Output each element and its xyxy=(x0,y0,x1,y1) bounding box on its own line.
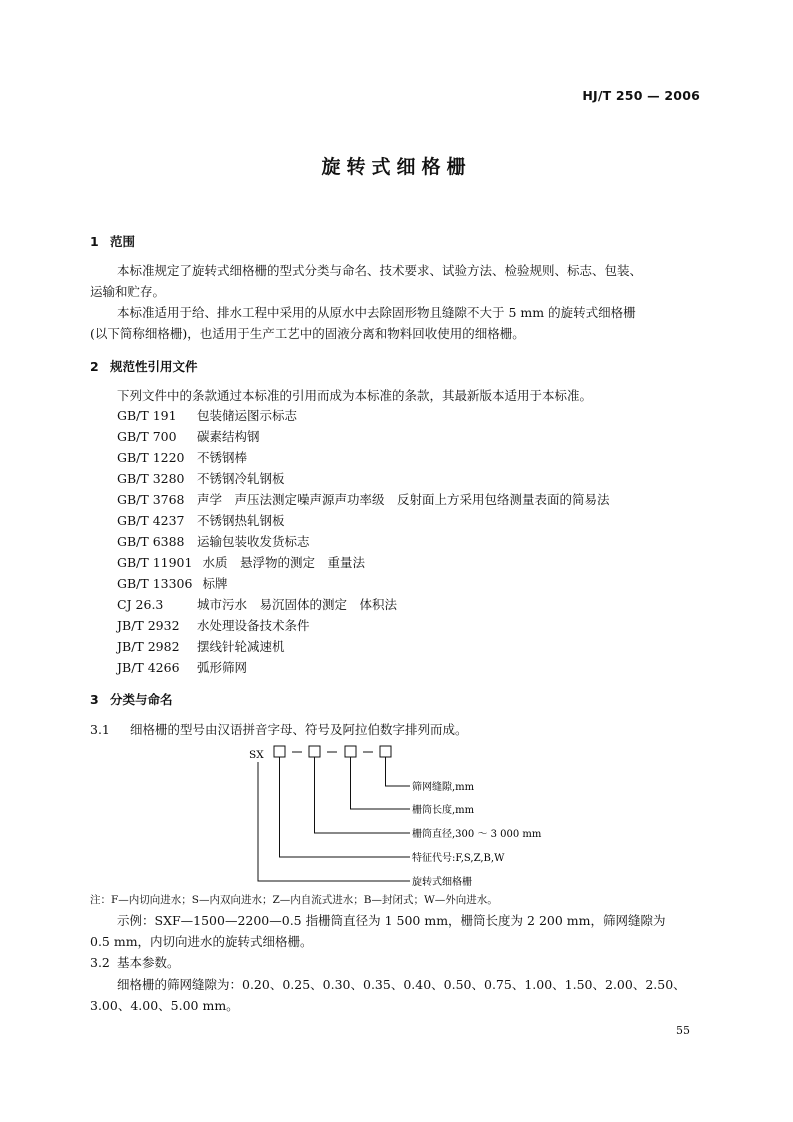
subsection-number: 3.2 xyxy=(90,955,110,970)
placeholder-box-gap xyxy=(380,746,391,757)
reference-code: CJ 26.3 xyxy=(117,597,164,612)
reference-title: 不锈钢棒 xyxy=(197,450,248,465)
reference-code: GB/T 191 xyxy=(117,408,177,423)
section-number: 2 xyxy=(90,359,99,374)
diagram-label-length: 栅筒长度,mm xyxy=(412,805,475,816)
page-number: 55 xyxy=(676,1024,690,1037)
reference-title: 水质 悬浮物的测定 重量法 xyxy=(202,555,365,570)
leader-line-diameter xyxy=(315,757,411,833)
example-line: 0.5 mm，内切向进水的旋转式细格栅。 xyxy=(90,934,313,949)
subsection-number: 3.1 xyxy=(90,722,110,737)
section-number: 1 xyxy=(90,234,99,249)
paragraph-line: (以下简称细格栅)，也适用于生产工艺中的固液分离和物料回收使用的细格栅。 xyxy=(90,326,525,341)
reference-code: GB/T 13306 xyxy=(117,576,193,591)
reference-title: 弧形筛网 xyxy=(197,660,248,675)
reference-title: 水处理设备技术条件 xyxy=(197,618,310,633)
diagram-label-diameter: 栅筒直径,300 ～ 3 000 mm xyxy=(412,829,542,840)
subsection-heading: 基本参数。 xyxy=(117,955,180,970)
paragraph-line: 3.00、4.00、5.00 mm。 xyxy=(90,998,239,1013)
reference-code: JB/T 2932 xyxy=(117,618,180,633)
paragraph-line: 本标准规定了旋转式细格栅的型式分类与命名、技术要求、试验方法、检验规则、标志、包装、 xyxy=(117,263,643,278)
diagram-note: 注：F—内切向进水；S—内双向进水；Z—内自流式进水；B—封闭式；W—外向进水。 xyxy=(90,894,498,906)
leader-line-feature xyxy=(280,757,411,857)
page-title: 旋转式细格栅 xyxy=(321,156,472,178)
reference-title: 碳素结构钢 xyxy=(197,429,260,444)
reference-code: GB/T 700 xyxy=(117,429,177,444)
leader-line-length xyxy=(351,757,411,809)
reference-title: 包装储运图示标志 xyxy=(197,408,298,423)
diagram-label-feature: 特征代号:F,S,Z,B,W xyxy=(412,853,505,864)
reference-title: 摆线针轮减速机 xyxy=(197,639,285,654)
reference-code: JB/T 4266 xyxy=(117,660,180,675)
example-line: 示例：SXF—1500—2200—0.5 指栅筒直径为 1 500 mm，栅筒长度为 2 200 mm，筛网缝隙为 xyxy=(117,913,666,928)
section-title: 规范性引用文件 xyxy=(110,359,198,374)
subsection-3-2 xyxy=(90,952,180,973)
reference-title: 城市污水 易沉固体的测定 体积法 xyxy=(197,597,398,612)
paragraph-line: 下列文件中的条款通过本标准的引用而成为本标准的条款，其最新版本适用于本标准。 xyxy=(117,388,593,403)
placeholder-box-diameter xyxy=(309,746,320,757)
reference-code: GB/T 6388 xyxy=(117,534,185,549)
section-title: 分类与命名 xyxy=(110,692,173,707)
reference-code: JB/T 2982 xyxy=(117,639,180,654)
paragraph-line: 细格栅的筛网缝隙为：0.20、0.25、0.30、0.35、0.40、0.50、0.75、1.00、1.50、2.00、2.50、 xyxy=(117,977,686,992)
diagram-label-gap: 筛网缝隙,mm xyxy=(412,782,475,793)
section-number: 3 xyxy=(90,692,99,707)
reference-code: GB/T 11901 xyxy=(117,555,193,570)
reference-title: 不锈钢冷轧钢板 xyxy=(197,471,285,486)
model-prefix: SX xyxy=(249,749,264,761)
reference-code: GB/T 1220 xyxy=(117,450,185,465)
reference-code: GB/T 3768 xyxy=(117,492,185,507)
leader-line-gap xyxy=(386,757,411,786)
placeholder-box-length xyxy=(345,746,356,757)
reference-title: 声学 声压法测定噪声源声功率级 反射面上方采用包络测量表面的简易法 xyxy=(197,492,610,507)
reference-title: 运输包装收发货标志 xyxy=(197,534,310,549)
reference-title: 不锈钢热轧钢板 xyxy=(197,513,285,528)
leader-line-type xyxy=(258,762,410,881)
reference-code: GB/T 3280 xyxy=(117,471,185,486)
placeholder-box-feature xyxy=(274,746,285,757)
diagram-label-type: 旋转式细格栅 xyxy=(412,877,472,888)
standard-code: HJ/T 250 — 2006 xyxy=(582,88,700,103)
paragraph-line: 本标准适用于给、排水工程中采用的从原水中去除固形物且缝隙不大于 5 mm 的旋转式细格栅 xyxy=(117,305,636,320)
reference-code: GB/T 4237 xyxy=(117,513,185,528)
subsection-text: 细格栅的型号由汉语拼音字母、符号及阿拉伯数字排列而成。 xyxy=(130,722,468,737)
reference-title: 标牌 xyxy=(202,576,228,591)
section-title: 范围 xyxy=(110,234,136,249)
paragraph-line: 运输和贮存。 xyxy=(90,284,166,299)
